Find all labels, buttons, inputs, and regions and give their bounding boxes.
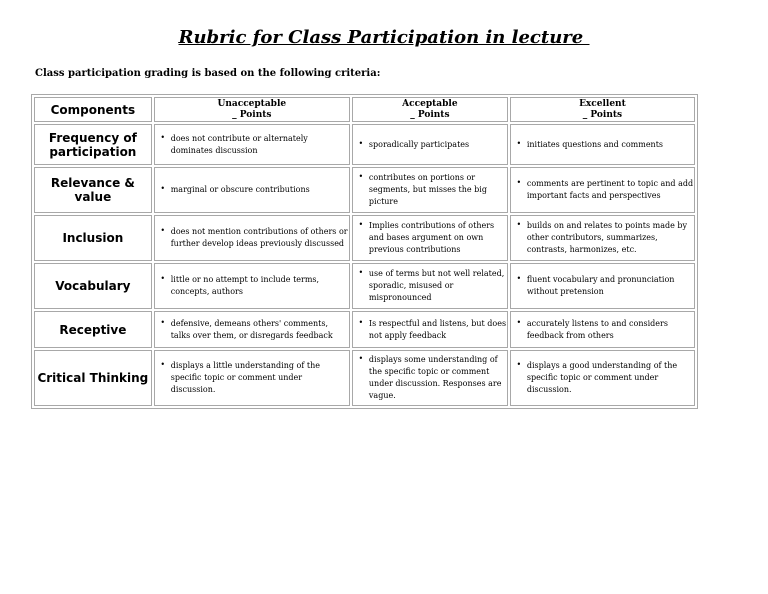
excellent-cell <box>510 311 695 348</box>
criterion-text: displays some understanding of the specific topic or comment under discussion. Responses are vague. <box>368 355 502 400</box>
criterion-text: comments are pertinent to topic and add important facts and perspectives <box>526 179 694 200</box>
bullet-icon: • <box>358 354 364 363</box>
criterion-text: sporadically participates <box>368 139 470 149</box>
criterion-text: use of terms but not well related, sporadic, misused or mispronounced <box>368 269 505 302</box>
document-title: Rubric for Class Participation in lecture <box>178 27 590 48</box>
criterion-text: fluent vocabulary and pronunciation without pretension <box>526 275 675 296</box>
criterion-text: defensive, demeans others' comments, talks over them, or disregards feedback <box>170 318 333 340</box>
component-cell: Frequency of participation <box>34 124 152 165</box>
acceptable-cell <box>352 215 508 261</box>
criterion-text: Is respectful and listens, but does not apply feedback <box>368 318 507 340</box>
acceptable-cell <box>352 167 508 213</box>
bullet-icon: • <box>358 317 364 327</box>
bullet-icon: • <box>516 360 522 369</box>
bullet-icon: • <box>516 220 522 229</box>
criterion-text: displays a good understanding of the specific topic or comment under discussion. <box>526 361 678 394</box>
table-row <box>34 167 695 213</box>
table-row <box>34 311 695 348</box>
excellent-cell <box>510 215 695 261</box>
bullet-icon: • <box>160 226 166 235</box>
component-cell: Critical Thinking <box>34 350 152 406</box>
header-level-name: Unacceptable <box>217 98 287 109</box>
table-row <box>34 263 695 309</box>
criterion-text: marginal or obscure contributions <box>170 185 310 194</box>
component-cell: Inclusion <box>34 215 152 261</box>
header-level-points: _ Points <box>582 109 623 120</box>
bullet-icon: • <box>358 220 364 229</box>
excellent-cell <box>510 124 695 165</box>
header-level-name: Acceptable <box>402 98 458 109</box>
acceptable-cell <box>352 263 508 309</box>
table-row <box>34 350 695 406</box>
header-unacceptable <box>154 97 350 122</box>
table-row <box>34 124 695 165</box>
bullet-icon: • <box>516 274 522 283</box>
bullet-icon: • <box>160 132 166 142</box>
bullet-icon: • <box>160 274 166 283</box>
bullet-icon: • <box>516 138 522 148</box>
criterion-text: displays a little understanding of the specific topic or comment under discussion. <box>170 361 320 394</box>
header-excellent <box>510 97 695 122</box>
table-row <box>34 215 695 261</box>
excellent-cell <box>510 167 695 213</box>
acceptable-cell <box>352 124 508 165</box>
header-level-points: _ Points <box>410 109 450 120</box>
bullet-icon: • <box>358 172 364 181</box>
acceptable-cell <box>352 311 508 348</box>
bullet-icon: • <box>358 138 364 148</box>
criterion-text: accurately listens to and considers feedback from others <box>526 318 668 340</box>
header-components: Components <box>34 97 152 122</box>
unacceptable-cell <box>154 263 350 309</box>
bullet-icon: • <box>160 360 166 369</box>
excellent-cell <box>510 350 695 406</box>
header-acceptable <box>352 97 508 122</box>
criterion-text: does not mention contributions of others or further develop ideas previously discussed <box>170 227 348 248</box>
acceptable-cell <box>352 350 508 406</box>
header-level-name: Excellent <box>579 98 626 109</box>
bullet-icon: • <box>160 184 166 193</box>
unacceptable-cell <box>154 311 350 348</box>
rubric-table <box>31 94 698 409</box>
table-header-row <box>34 97 695 122</box>
unacceptable-cell <box>154 350 350 406</box>
criterion-text: initiates questions and comments <box>526 139 664 149</box>
component-cell: Relevance & value <box>34 167 152 213</box>
unacceptable-cell <box>154 167 350 213</box>
component-cell: Vocabulary <box>34 263 152 309</box>
bullet-icon: • <box>516 317 522 327</box>
excellent-cell <box>510 263 695 309</box>
bullet-icon: • <box>516 178 522 187</box>
criterion-text: Implies contributions of others and bases argument on own previous contributions <box>368 221 495 254</box>
criterion-text: builds on and relates to points made by other contributors, summarizes, contrasts, harmonizes, etc. <box>526 221 688 254</box>
component-cell: Receptive <box>34 311 152 348</box>
bullet-icon: • <box>358 268 364 277</box>
criteria-intro: Class participation grading is based on the following criteria: <box>35 68 381 79</box>
unacceptable-cell <box>154 215 350 261</box>
header-level-points: _ Points <box>232 109 272 120</box>
unacceptable-cell <box>154 124 350 165</box>
criterion-text: does not contribute or alternately dominates discussion <box>170 133 308 155</box>
criterion-text: little or no attempt to include terms, concepts, authors <box>170 275 320 296</box>
bullet-icon: • <box>160 317 166 327</box>
criterion-text: contributes on portions or segments, but misses the big picture <box>368 173 487 206</box>
